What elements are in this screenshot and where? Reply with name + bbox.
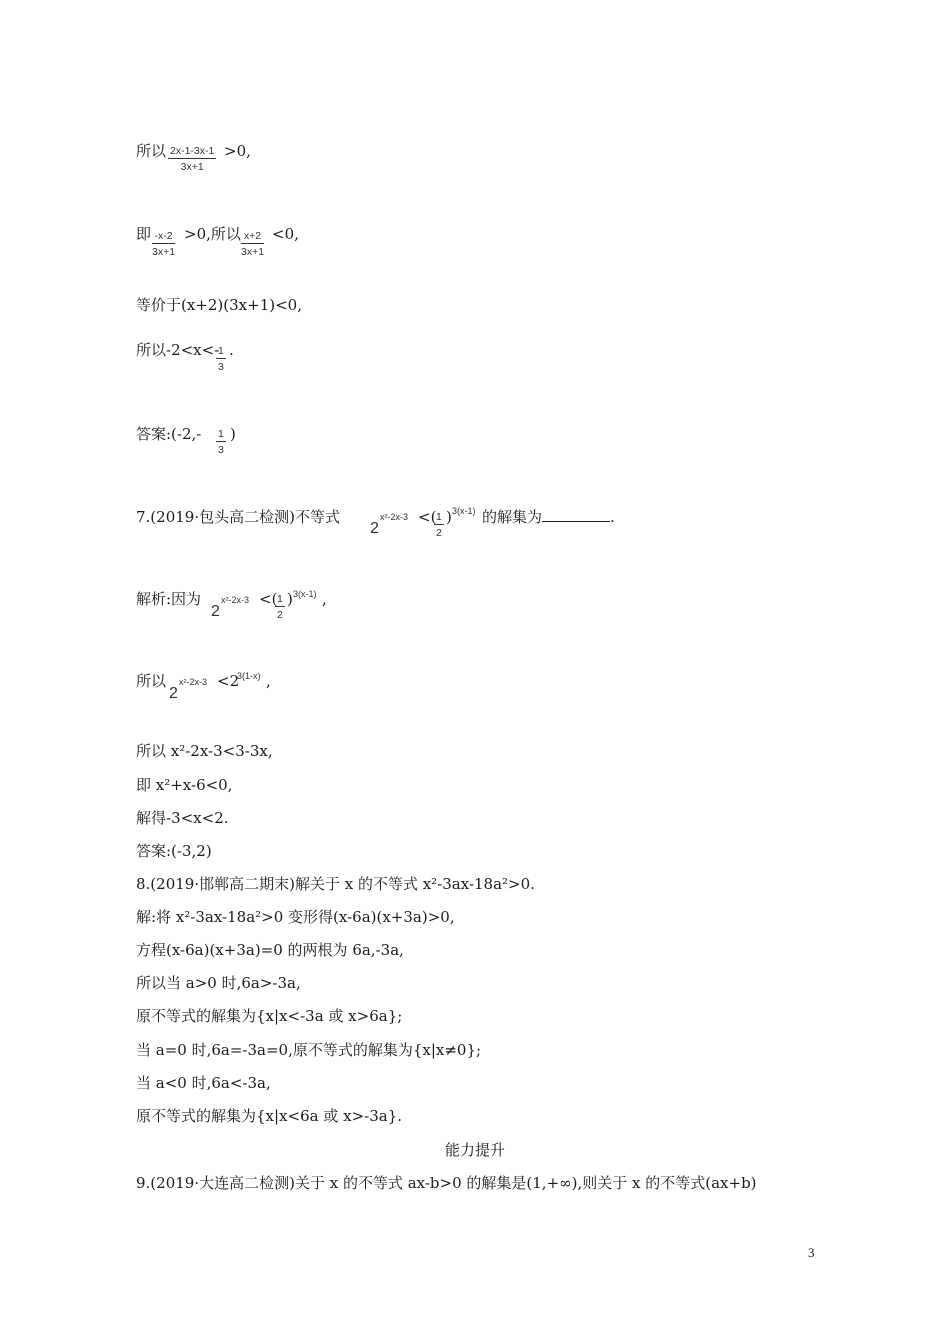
text: 即	[136, 225, 152, 243]
exponent: x²-2x-3	[380, 512, 409, 522]
text: 方程(x-6a)(x+3a)=0 的两根为 6a,-3a,	[136, 941, 404, 959]
answer-7-d	[136, 775, 233, 795]
answer-7-b	[136, 671, 166, 691]
text: <(	[259, 590, 278, 608]
fraction	[275, 593, 285, 621]
denominator: 3x+1	[241, 246, 265, 258]
numerator: 1	[218, 345, 224, 357]
line-2-suffix	[272, 224, 299, 244]
answer-8-g	[136, 1106, 402, 1126]
answer-7-f	[136, 841, 212, 861]
text: >0,	[224, 142, 251, 160]
text: 8.(2019·邯郸高二期末)解关于 x 的不等式 x²-3ax-18a²>0.	[136, 875, 535, 893]
answer-7-c	[136, 741, 273, 761]
q7-close	[446, 507, 452, 527]
answer-7-a	[136, 589, 201, 609]
fraction	[168, 145, 216, 173]
line-4-suffix	[229, 340, 234, 360]
text: 所以	[136, 672, 167, 690]
numerator: x+2	[241, 230, 264, 244]
power-base: 2	[169, 685, 178, 702]
text: 当 a<0 时,6a<-3a,	[136, 1074, 271, 1092]
text: )	[230, 425, 236, 443]
numerator: -x-2	[152, 230, 175, 244]
page-number: 3	[808, 1245, 815, 1260]
text: .	[610, 508, 615, 526]
text: 解得-3<x<2.	[136, 809, 229, 827]
denominator: 2	[277, 609, 283, 621]
numerator: 1	[277, 593, 283, 605]
text: 解析:因为	[136, 590, 202, 608]
section-heading	[0, 1140, 950, 1160]
text: ,	[322, 590, 327, 608]
question-7	[136, 507, 340, 527]
text: <0,	[272, 225, 299, 243]
text: 解:将 x²-3ax-18a²>0 变形得(x-6a)(x+3a)>0,	[136, 908, 455, 926]
exponent: x²-2x-3	[221, 595, 250, 605]
text: <2	[217, 672, 240, 690]
power-base: 2	[211, 603, 220, 620]
answer-8-b	[136, 940, 404, 960]
answer-7-e	[136, 808, 229, 828]
text: >0,所以	[184, 225, 241, 243]
numerator: 2x-1-3x-1	[170, 145, 215, 157]
denominator: 3	[218, 444, 224, 456]
line-2	[136, 224, 151, 244]
numerator: 1	[218, 428, 224, 440]
text: 能力提升	[444, 1141, 505, 1159]
text: 的解集为	[482, 508, 543, 526]
text: 所以 x²-2x-3<3-3x,	[136, 742, 273, 760]
denominator: 2	[436, 527, 442, 539]
a7b-mid	[217, 671, 239, 691]
line-1	[136, 141, 166, 161]
a7b-suffix	[266, 671, 271, 691]
text: 所以	[136, 142, 167, 160]
exponent: 3(1-x)	[237, 671, 261, 681]
question-8	[136, 874, 535, 894]
line-5	[136, 424, 201, 444]
text: 所以-2<x<-	[136, 341, 220, 359]
a7-close	[287, 589, 293, 609]
text: <(	[418, 508, 437, 526]
answer-8-a	[136, 907, 455, 927]
text: 答案:(-2,-	[136, 425, 202, 443]
line-3	[136, 295, 302, 315]
fraction	[216, 345, 226, 373]
line-5-suffix	[230, 424, 236, 444]
line-4	[136, 340, 219, 360]
denominator: 3	[218, 361, 224, 373]
answer-8-d	[136, 1006, 402, 1026]
answer-8-f	[136, 1073, 271, 1093]
denominator: 3x+1	[152, 246, 176, 258]
line-2-mid	[184, 224, 241, 244]
text: 原不等式的解集为{x|x<-3a 或 x>6a};	[136, 1007, 403, 1025]
a7-suffix	[322, 589, 327, 609]
text: .	[229, 341, 234, 359]
text: 等价于(x+2)(3x+1)<0,	[136, 296, 302, 314]
answer-8-e	[136, 1040, 481, 1060]
text: 9.(2019·大连高二检测)关于 x 的不等式 ax-b>0 的解集是(1,+∞),则关于 x 的不等式(ax+b)	[136, 1174, 757, 1192]
question-9	[136, 1173, 757, 1193]
fraction	[434, 511, 444, 539]
fraction	[216, 428, 226, 456]
text: ,	[266, 672, 271, 690]
text: 答案:(-3,2)	[136, 842, 212, 860]
numerator: 1	[436, 511, 442, 523]
text: 7.(2019·包头高二检测)不等式	[136, 508, 340, 526]
text: )	[287, 590, 293, 608]
line-1-suffix	[224, 141, 251, 161]
answer-8-c	[136, 973, 301, 993]
text: 即 x²+x-6<0,	[136, 776, 233, 794]
exponent: x²-2x-3	[179, 677, 208, 687]
text: 所以当 a>0 时,6a>-3a,	[136, 974, 301, 992]
answer-blank	[542, 507, 610, 522]
power-base: 2	[370, 520, 379, 537]
fraction	[241, 230, 264, 258]
q7-suffix	[482, 507, 615, 527]
text: 当 a=0 时,6a=-3a=0,原不等式的解集为{x|x≠0};	[136, 1041, 482, 1059]
exponent: 3(x-1)	[293, 589, 317, 599]
exponent: 3(x-1)	[452, 506, 476, 516]
fraction	[152, 230, 175, 258]
text: 原不等式的解集为{x|x<6a 或 x>-3a}.	[136, 1107, 403, 1125]
text: )	[446, 508, 452, 526]
denominator: 3x+1	[180, 161, 204, 173]
